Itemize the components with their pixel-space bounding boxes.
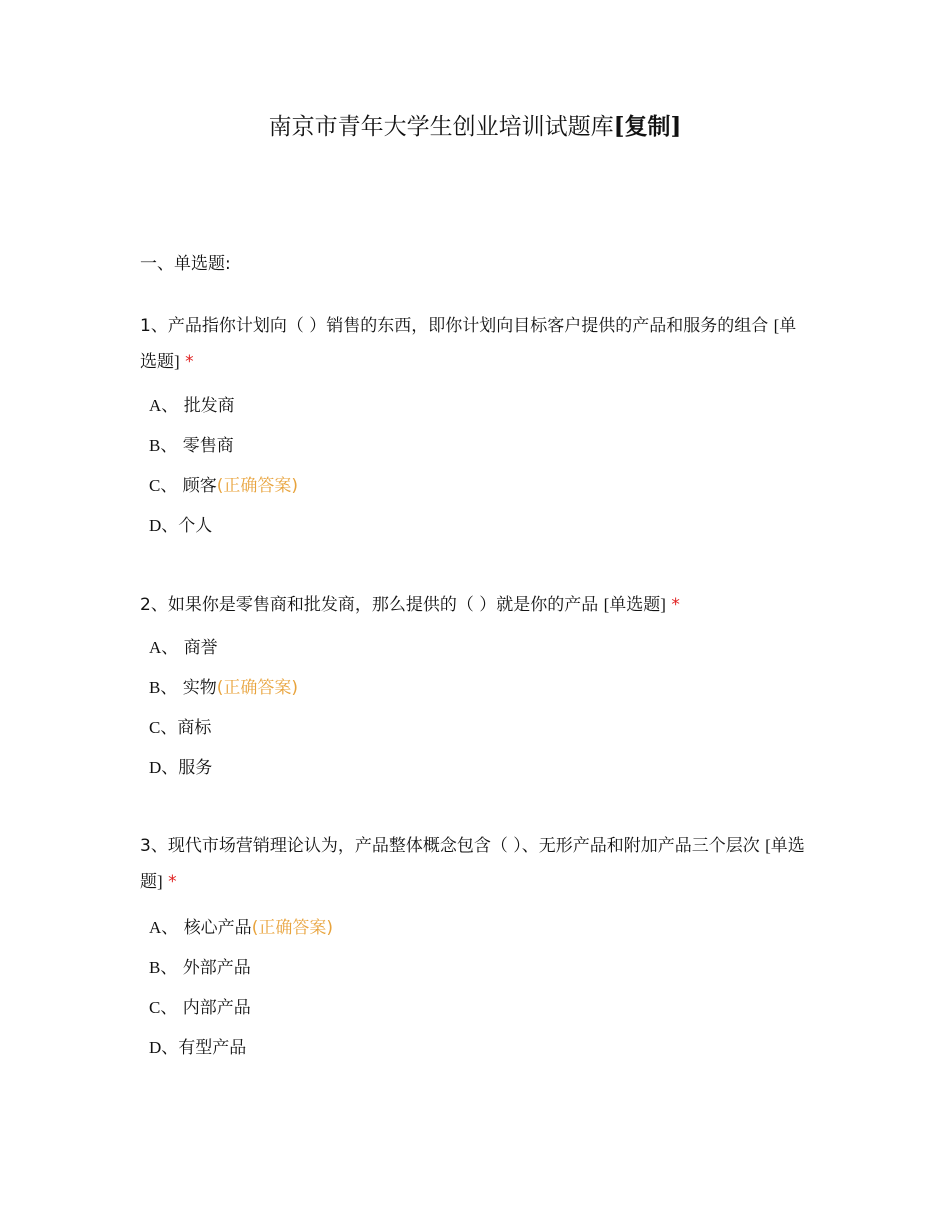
option-letter: A、 — [149, 396, 179, 415]
option-letter: D、 — [149, 516, 179, 535]
question-number: 3、 — [140, 836, 168, 856]
option-1d[interactable] — [149, 512, 212, 540]
question-type: [单选题] — [140, 316, 797, 371]
option-text: 商标 — [177, 718, 212, 738]
question-text: 如果你是零售商和批发商，那么提供的（ ）就是你的产品 — [167, 595, 599, 615]
option-letter: C、 — [149, 718, 178, 737]
page-title — [0, 110, 950, 144]
question-number: 2、 — [140, 595, 168, 615]
option-text: 个人 — [178, 516, 213, 536]
question-3 — [140, 828, 812, 900]
required-mark: * — [671, 595, 680, 615]
option-text: 内部产品 — [182, 998, 251, 1018]
option-text: 有型产品 — [178, 1038, 247, 1058]
option-1c[interactable] — [149, 472, 298, 500]
question-number: 1、 — [140, 316, 168, 336]
option-text: 实物 — [182, 678, 217, 698]
option-letter: D、 — [149, 1038, 179, 1057]
option-letter: B、 — [149, 436, 178, 455]
option-3a[interactable] — [149, 914, 333, 942]
question-text: 产品指你计划向（ ）销售的东西，即你计划向目标客户提供的产品和服务的组合 — [167, 316, 769, 336]
question-type: [单选题] — [140, 836, 805, 891]
question-type: [单选题] — [603, 595, 666, 614]
option-3d[interactable] — [149, 1034, 246, 1062]
option-2b[interactable] — [149, 674, 298, 702]
section-heading: 一、单选题: — [140, 254, 231, 274]
option-letter: C、 — [149, 998, 178, 1017]
option-letter: B、 — [149, 958, 178, 977]
option-letter: B、 — [149, 678, 178, 697]
option-text: 核心产品 — [183, 918, 252, 938]
option-text: 零售商 — [182, 436, 234, 456]
option-letter: A、 — [149, 638, 179, 657]
question-2 — [140, 587, 812, 623]
correct-answer-label: (正确答案) — [251, 918, 333, 938]
option-text: 商誉 — [183, 638, 218, 658]
option-text: 顾客 — [182, 476, 217, 496]
question-text: 现代市场营销理论认为，产品整体概念包含（ ）、无形产品和附加产品三个层次 — [167, 836, 760, 856]
title-suffix: [复制] — [613, 113, 682, 140]
option-1a[interactable] — [149, 392, 235, 420]
correct-answer-label: (正确答案) — [216, 678, 299, 698]
option-3b[interactable] — [149, 954, 251, 982]
question-1 — [140, 308, 812, 380]
option-2c[interactable] — [149, 714, 211, 742]
option-2a[interactable] — [149, 634, 218, 662]
option-letter: D、 — [149, 758, 179, 777]
option-text: 批发商 — [183, 396, 235, 416]
correct-answer-label: (正确答案) — [216, 476, 299, 496]
option-3c[interactable] — [149, 994, 251, 1022]
title-main: 南京市青年大学生创业培训试题库 — [268, 114, 614, 140]
option-text: 服务 — [178, 758, 213, 778]
option-text: 外部产品 — [182, 958, 251, 978]
option-1b[interactable] — [149, 432, 234, 460]
required-mark: * — [168, 872, 177, 892]
option-letter: A、 — [149, 918, 179, 937]
option-2d[interactable] — [149, 754, 212, 782]
required-mark: * — [185, 352, 194, 372]
option-letter: C、 — [149, 476, 178, 495]
